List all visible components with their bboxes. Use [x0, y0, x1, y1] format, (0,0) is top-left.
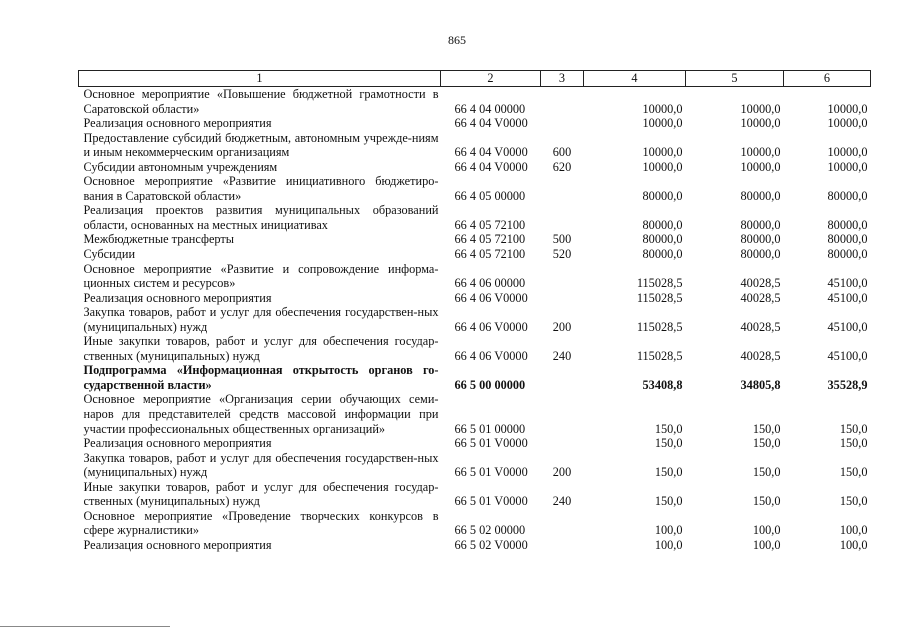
- table-row: [79, 509, 871, 538]
- header-cell: 4: [584, 71, 686, 87]
- header-cell: 1: [79, 71, 441, 87]
- table-row: [79, 131, 871, 160]
- header-cell: 6: [784, 71, 871, 87]
- header-cell: 3: [541, 71, 584, 87]
- row-expense-type: 500: [552, 232, 572, 247]
- row-value-col6: 45100,0: [827, 290, 868, 305]
- row-expense-type: [541, 174, 584, 203]
- row-value-col4: 10000,0: [642, 116, 683, 131]
- table-row: [79, 363, 871, 392]
- table-row: [79, 305, 871, 334]
- row-name: Реализация основного мероприятия: [83, 290, 272, 305]
- row-value-col6: 10000,0: [827, 116, 868, 131]
- row-value-col4: 115028,5: [636, 290, 683, 305]
- row-value-col4: 53408,8: [642, 377, 683, 392]
- row-value-col5: 10000,0: [740, 159, 781, 174]
- row-value-col5: 150,0: [752, 421, 781, 436]
- row-expense-type: [541, 363, 584, 392]
- row-value-col6: 45100,0: [827, 348, 868, 363]
- row-expense-type: [541, 116, 584, 131]
- row-value-col5: 150,0: [752, 436, 781, 451]
- row-value-col5: 80000,0: [740, 217, 781, 232]
- row-value-col6: 10000,0: [827, 145, 868, 160]
- table-row: [79, 174, 871, 203]
- row-code: 66 4 04 V0000: [454, 159, 528, 174]
- row-value-col4: 80000,0: [642, 247, 683, 262]
- row-name: Закупка товаров, работ и услуг для обеспечения государствен-ных (муниципальных) нужд: [83, 305, 439, 334]
- row-value-col4: 115028,5: [636, 276, 683, 291]
- row-value-col6: 80000,0: [827, 217, 868, 232]
- row-expense-type: [541, 87, 584, 117]
- row-value-col4: 80000,0: [642, 217, 683, 232]
- row-value-col6: 150,0: [839, 494, 868, 509]
- row-code: 66 5 02 V0000: [454, 537, 528, 552]
- table-row: [79, 232, 871, 247]
- row-value-col5: 80000,0: [740, 188, 781, 203]
- page-number: 865: [448, 33, 466, 47]
- row-name: Реализация основного мероприятия: [83, 436, 272, 451]
- row-value-col5: 40028,5: [740, 276, 781, 291]
- row-name: Межбюджетные трансферты: [83, 232, 235, 247]
- row-value-col5: 80000,0: [740, 232, 781, 247]
- row-expense-type: [541, 538, 584, 553]
- row-value-col6: 100,0: [839, 523, 868, 538]
- row-value-col4: 10000,0: [642, 145, 683, 160]
- row-name: Основное мероприятие «Повышение бюджетной грамотности в Саратовской области»: [83, 87, 439, 116]
- row-code: 66 4 05 72100: [454, 247, 526, 262]
- row-expense-type: [541, 291, 584, 306]
- row-value-col4: 10000,0: [642, 159, 683, 174]
- row-name: Реализация основного мероприятия: [83, 537, 272, 552]
- row-value-col4: 100,0: [654, 523, 683, 538]
- row-expense-type: [541, 509, 584, 538]
- row-name: Реализация основного мероприятия: [83, 116, 272, 131]
- row-code: 66 4 05 72100: [454, 232, 526, 247]
- row-name: Субсидии: [83, 247, 136, 262]
- row-value-col6: 45100,0: [827, 319, 868, 334]
- row-value-col4: 100,0: [654, 537, 683, 552]
- row-name: Основное мероприятие «Организация серии обучающих семи-наров для представителей средств массовой информации при участии профессиональных общественных организаций»: [83, 392, 439, 436]
- table-row: [79, 480, 871, 509]
- row-value-col6: 45100,0: [827, 276, 868, 291]
- row-value-col4: 150,0: [654, 421, 683, 436]
- row-value-col5: 10000,0: [740, 145, 781, 160]
- budget-table: [78, 70, 871, 553]
- table-row: [79, 160, 871, 175]
- row-value-col5: 40028,5: [740, 348, 781, 363]
- row-value-col6: 150,0: [839, 421, 868, 436]
- row-code: 66 4 06 V0000: [454, 348, 528, 363]
- row-code: 66 5 01 V0000: [454, 436, 528, 451]
- row-expense-type: 600: [552, 145, 572, 160]
- row-value-col5: 100,0: [752, 537, 781, 552]
- row-expense-type: 520: [552, 247, 572, 262]
- row-value-col4: 80000,0: [642, 232, 683, 247]
- row-value-col6: 35528,9: [827, 377, 868, 392]
- row-value-col5: 100,0: [752, 523, 781, 538]
- row-value-col6: 100,0: [839, 537, 868, 552]
- row-value-col6: 10000,0: [827, 159, 868, 174]
- row-expense-type: 240: [552, 348, 572, 363]
- row-name: Закупка товаров, работ и услуг для обеспечения государствен-ных (муниципальных) нужд: [83, 450, 439, 480]
- row-name: Иные закупки товаров, работ и услуг для обеспечения государ-ственных (муниципальных) нужд: [83, 334, 439, 363]
- row-code: 66 4 04 V0000: [454, 116, 528, 131]
- row-code: 66 5 01 00000: [454, 421, 526, 436]
- table-row: [79, 87, 871, 117]
- row-code: 66 4 06 00000: [454, 276, 526, 291]
- header-cell: 2: [441, 71, 541, 87]
- row-code: 66 5 01 V0000: [454, 465, 528, 480]
- table-row: [79, 334, 871, 363]
- row-value-col6: 10000,0: [827, 101, 868, 116]
- table-row: [79, 291, 871, 306]
- row-value-col6: 150,0: [839, 436, 868, 451]
- row-value-col4: 80000,0: [642, 188, 683, 203]
- row-name: Реализация проектов развития муниципальных образований области, основанных на местных инициативах: [83, 203, 439, 232]
- row-value-col6: 80000,0: [827, 188, 868, 203]
- row-code: 66 5 00 00000: [454, 377, 526, 392]
- row-value-col4: 115028,5: [636, 348, 683, 363]
- row-code: 66 4 04 V0000: [454, 145, 528, 160]
- table-row: [79, 203, 871, 232]
- row-expense-type: [541, 203, 584, 232]
- row-value-col5: 80000,0: [740, 247, 781, 262]
- row-expense-type: [541, 392, 584, 436]
- row-value-col5: 40028,5: [740, 290, 781, 305]
- row-value-col5: 10000,0: [740, 116, 781, 131]
- row-value-col4: 150,0: [654, 465, 683, 480]
- header-row: [79, 71, 871, 87]
- row-value-col4: 150,0: [654, 436, 683, 451]
- row-value-col5: 34805,8: [740, 377, 781, 392]
- row-value-col6: 80000,0: [827, 247, 868, 262]
- row-value-col4: 150,0: [654, 494, 683, 509]
- table-row: [79, 262, 871, 291]
- row-code: 66 5 01 V0000: [454, 494, 528, 509]
- row-name: Основное мероприятие «Развитие и сопровождение информа-ционных систем и ресурсов»: [83, 261, 439, 291]
- row-code: 66 4 06 V0000: [454, 319, 528, 334]
- row-value-col5: 150,0: [752, 465, 781, 480]
- row-expense-type: 620: [552, 159, 572, 174]
- row-value-col5: 40028,5: [740, 319, 781, 334]
- table-row: [79, 538, 871, 553]
- row-expense-type: 200: [552, 465, 572, 480]
- row-value-col6: 150,0: [839, 465, 868, 480]
- row-expense-type: [541, 436, 584, 451]
- header-cell: 5: [686, 71, 784, 87]
- row-code: 66 5 02 00000: [454, 523, 526, 538]
- row-expense-type: 240: [552, 494, 572, 509]
- row-value-col4: 115028,5: [636, 319, 683, 334]
- footer-rule: [0, 626, 170, 627]
- row-name: Субсидии автономным учреждениям: [83, 159, 278, 174]
- table-row: [79, 247, 871, 262]
- row-expense-type: [541, 262, 584, 291]
- row-value-col6: 80000,0: [827, 232, 868, 247]
- table-row: [79, 436, 871, 451]
- row-name: Основное мероприятие «Развитие инициативного бюджетиро-вания в Саратовской области»: [83, 174, 439, 203]
- row-value-col5: 10000,0: [740, 101, 781, 116]
- row-code: 66 4 04 00000: [454, 101, 526, 116]
- row-name: Иные закупки товаров, работ и услуг для обеспечения государ-ственных (муниципальных) нужд: [83, 479, 439, 509]
- row-code: 66 4 06 V0000: [454, 290, 528, 305]
- row-name: Предоставление субсидий бюджетным, автономным учрежде-ниям и иным некоммерческим организациям: [83, 130, 439, 160]
- table-row: [79, 451, 871, 480]
- row-value-col5: 150,0: [752, 494, 781, 509]
- table-row: [79, 116, 871, 131]
- row-name: Подпрограмма «Информационная открытость органов го-сударственной власти»: [83, 363, 439, 392]
- row-value-col4: 10000,0: [642, 101, 683, 116]
- table-row: [79, 392, 871, 436]
- row-name: Основное мероприятие «Проведение творческих конкурсов в сфере журналистики»: [83, 508, 439, 538]
- row-code: 66 4 05 00000: [454, 188, 526, 203]
- row-expense-type: 200: [552, 319, 572, 334]
- row-code: 66 4 05 72100: [454, 217, 526, 232]
